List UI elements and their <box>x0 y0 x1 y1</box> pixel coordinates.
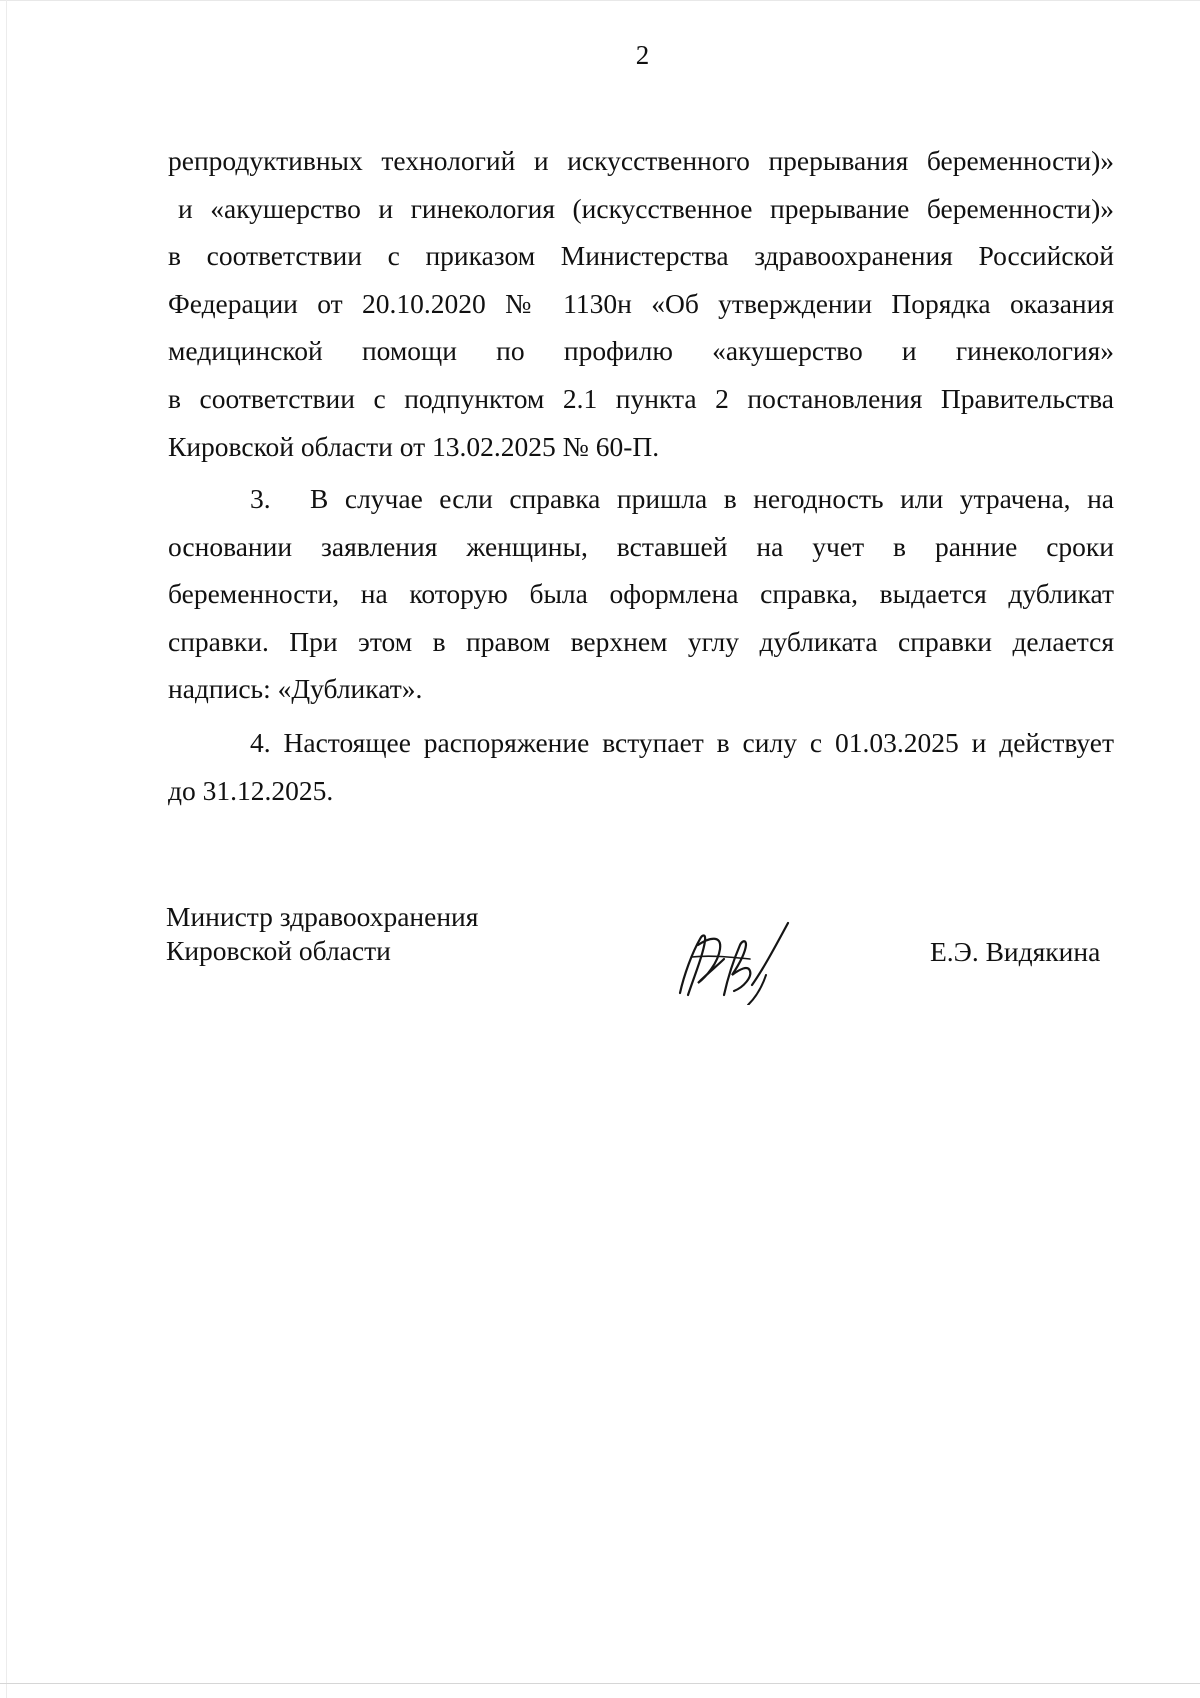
paragraph-3-line: беременности, на которую была оформлена справка, выдается дубликат <box>168 578 1114 610</box>
signer-position-line: Министр здравоохранения <box>166 901 479 932</box>
signer-position <box>166 900 478 968</box>
signer-name: Е.Э. Видякина <box>930 936 1101 967</box>
paragraph-3-line: В случае если справка пришла в негодность или утрачена, на <box>310 483 1114 514</box>
body-line: Кировской области от 13.02.2025 № 60-П. <box>168 430 660 462</box>
paragraph-4-line: 4. Настоящее распоряжение вступает в силу с 01.03.2025 и действует <box>250 727 1114 758</box>
body-line: в соответствии с приказом Министерства здравоохранения Российской <box>168 240 1114 272</box>
page-number: 2 <box>635 40 650 70</box>
page-edge-bottom <box>0 1683 1200 1684</box>
body-line: Федерации от 20.10.2020 № 1130н «Об утверждении Порядка оказания <box>168 287 1114 319</box>
paragraph-3-line: основании заявления женщины, вставшей на учет в ранние сроки <box>168 530 1114 562</box>
paragraph-3 <box>168 475 1114 713</box>
continued-paragraph <box>168 137 1114 470</box>
paragraph-3-number: 3. <box>250 483 271 514</box>
signer-position-line: Кировской области <box>166 935 391 966</box>
page-edge-top <box>0 0 1200 1</box>
paragraph-3-line: справки. При этом в правом верхнем углу дубликата справки делается <box>168 625 1114 657</box>
paragraph-4-line: до 31.12.2025. <box>168 774 334 806</box>
body-line: в соответствии с подпунктом 2.1 пункта 2 постановления Правительства <box>168 382 1114 414</box>
body-line: репродуктивных технологий и искусственного прерывания беременности)» <box>168 145 1114 176</box>
body-line: и «акушерство и гинекология (искусственное прерывание беременности)» <box>178 192 1114 224</box>
paragraph-3-first-line <box>168 475 1114 523</box>
handwritten-signature-icon <box>670 915 800 1005</box>
body-line: медицинской помощи по профилю «акушерство и гинекология» <box>168 335 1114 367</box>
paragraph-3-line: надпись: «Дубликат». <box>168 673 423 705</box>
page-edge-left <box>6 0 7 1698</box>
paragraph-4 <box>168 719 1114 814</box>
